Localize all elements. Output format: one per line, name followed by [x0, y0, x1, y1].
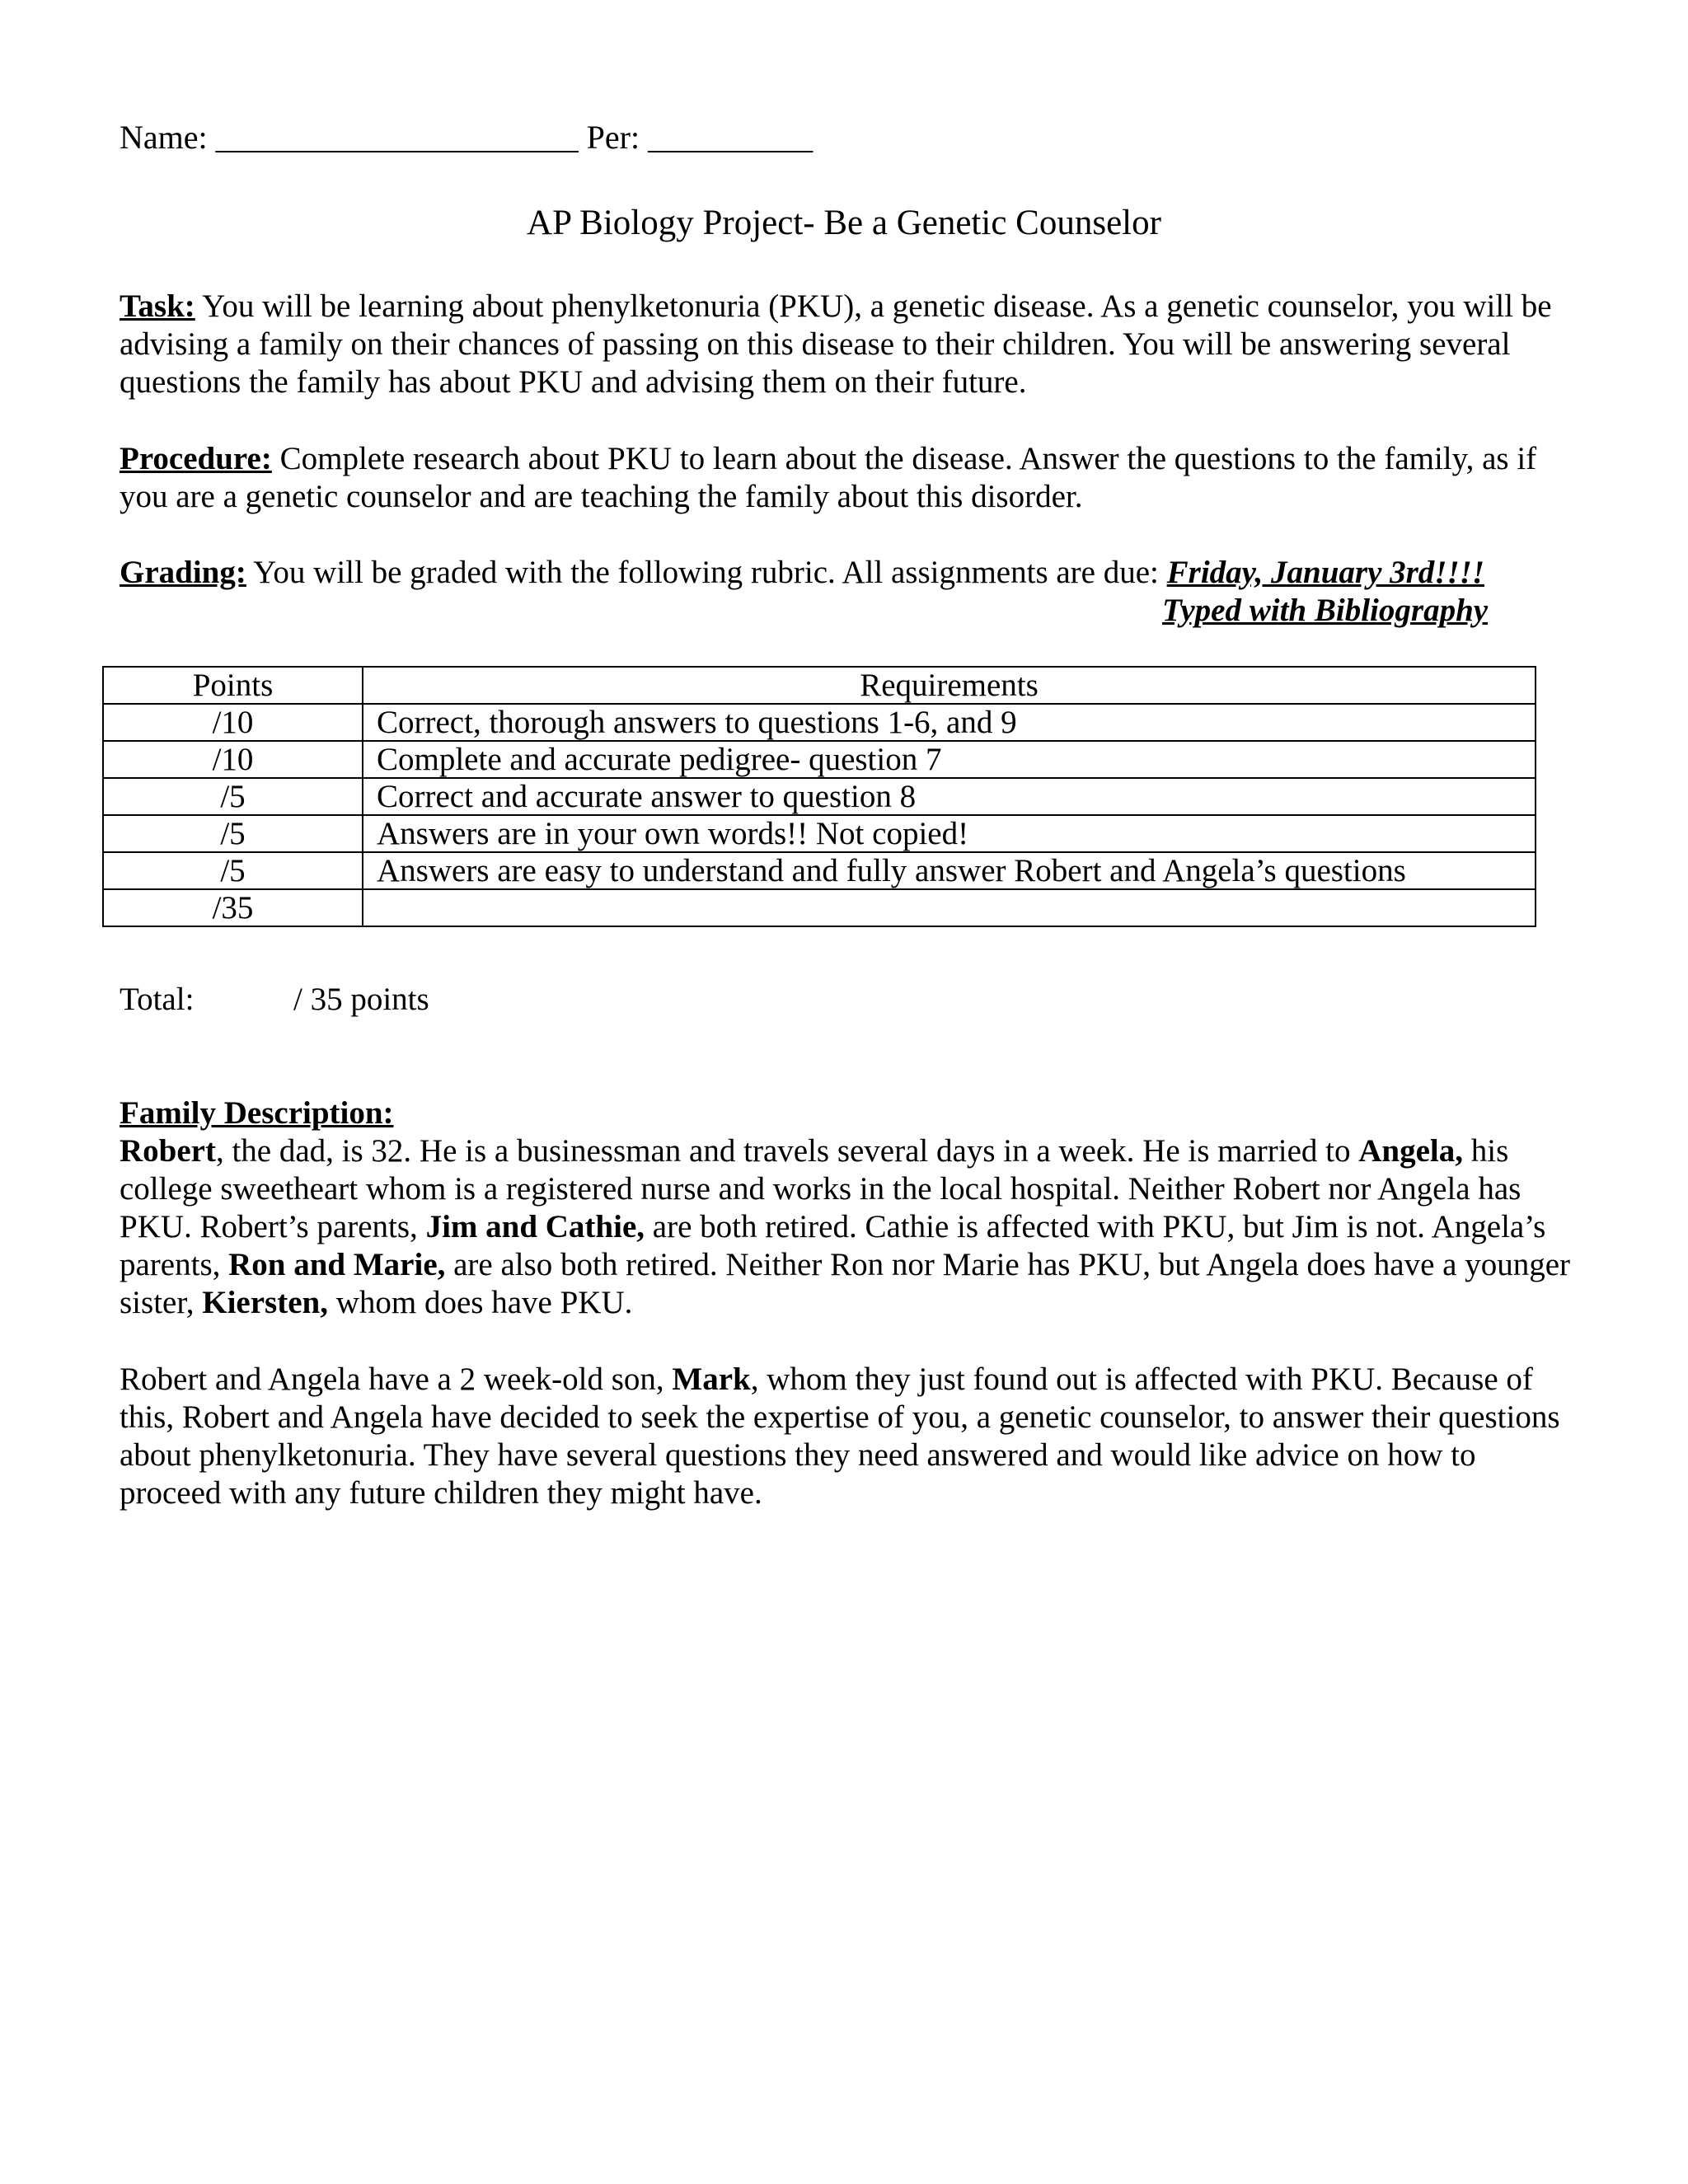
name-period-line: [120, 118, 813, 157]
family-text: are both retired. Cathie is affected with PKU, but Jim is not. Angela’s parents,: [120, 1209, 1546, 1282]
rubric-header-row: [103, 667, 1536, 704]
name-blank: ______________________: [215, 119, 579, 156]
family-text: , the dad, is 32. He is a businessman and travels several days in a week. He is married to: [215, 1133, 1359, 1169]
rubric-points: /5: [103, 815, 363, 852]
due-date: Friday, January 3rd!!!!: [1166, 555, 1485, 590]
name-angela: Angela,: [1358, 1133, 1464, 1169]
grading-paragraph: [120, 554, 1574, 592]
rubric-total-row: [103, 889, 1536, 926]
family-text: are also both retired. Neither Ron nor Marie has PKU, but Angela does have a younger sister,: [120, 1247, 1570, 1320]
name-robert: Robert: [120, 1133, 216, 1169]
rubric-points: /5: [103, 778, 363, 815]
rubric-requirement: [363, 889, 1536, 926]
task-heading: Task:: [120, 288, 195, 324]
rubric-row: [103, 815, 1536, 852]
name-kiersten: Kiersten,: [202, 1285, 328, 1320]
page-title: AP Biology Project- Be a Genetic Counselor: [527, 204, 1161, 242]
rubric-row: [103, 778, 1536, 815]
task-text: You will be learning about phenylketonuria (PKU), a genetic disease. As a genetic counselor, you will be advising a family on their chances of passing on this disease to their children. You will be answering several questions the family has about PKU and advising them on their future.: [120, 288, 1552, 400]
grading-text: You will be graded with the following rubric. All assignments are due:: [253, 555, 1159, 590]
family-heading: Family Description:: [120, 1095, 394, 1131]
procedure-heading: Procedure:: [120, 441, 272, 476]
family-text: Robert and Angela have a 2 week-old son,: [120, 1361, 673, 1397]
name-ron-marie: Ron and Marie,: [228, 1247, 446, 1282]
family-text: , whom they just found out is affected with PKU. Because of this, Robert and Angela have decided to seek the expertise of you, a genetic counselor, to answer their questions about phenylketonuria. They have several questions they need answered and would like advice on how to proceed with any future children they might have.: [120, 1361, 1560, 1511]
rubric-row: [103, 852, 1536, 889]
family-paragraph-2: [120, 1361, 1574, 1512]
rubric-table: [102, 666, 1536, 927]
family-paragraph-1: [120, 1132, 1574, 1322]
rubric-points: /35: [103, 889, 363, 926]
rubric-row: [103, 704, 1536, 741]
procedure-text: Complete research about PKU to learn about the disease. Answer the questions to the family, as if you are a genetic counselor and are teaching the family about this disorder.: [120, 441, 1537, 514]
rubric-requirement: Answers are easy to understand and fully answer Robert and Angela’s questions: [363, 852, 1536, 889]
total-label: Total:: [120, 982, 195, 1017]
rubric-requirement: Correct, thorough answers to questions 1-6, and 9: [363, 704, 1536, 741]
grading-heading: Grading:: [120, 555, 246, 590]
procedure-paragraph: [120, 440, 1574, 516]
total-value: / 35 points: [293, 982, 429, 1017]
family-text: whom does have PKU.: [327, 1285, 633, 1320]
points-header: Points: [103, 667, 363, 704]
name-mark: Mark: [672, 1361, 751, 1397]
rubric-points: /5: [103, 852, 363, 889]
task-paragraph: [120, 288, 1574, 401]
rubric-requirement: Complete and accurate pedigree- question 7: [363, 741, 1536, 778]
rubric-requirement: Answers are in your own words!! Not copied!: [363, 815, 1536, 852]
family-text: his college sweetheart whom is a registered nurse and works in the local hospital. Neither Robert nor Angela has PKU. Robert’s parents,: [120, 1133, 1522, 1244]
rubric-row: [103, 741, 1536, 778]
rubric-requirement: Correct and accurate answer to question 8: [363, 778, 1536, 815]
typed-note: Typed with Bibliography: [1162, 593, 1489, 628]
period-label: Per:: [586, 119, 640, 156]
rubric-points: /10: [103, 704, 363, 741]
period-blank: __________: [648, 119, 814, 156]
requirements-header: Requirements: [363, 667, 1536, 704]
name-jim-cathie: Jim and Cathie,: [425, 1209, 645, 1244]
rubric-points: /10: [103, 741, 363, 778]
name-label: Name:: [120, 119, 208, 156]
